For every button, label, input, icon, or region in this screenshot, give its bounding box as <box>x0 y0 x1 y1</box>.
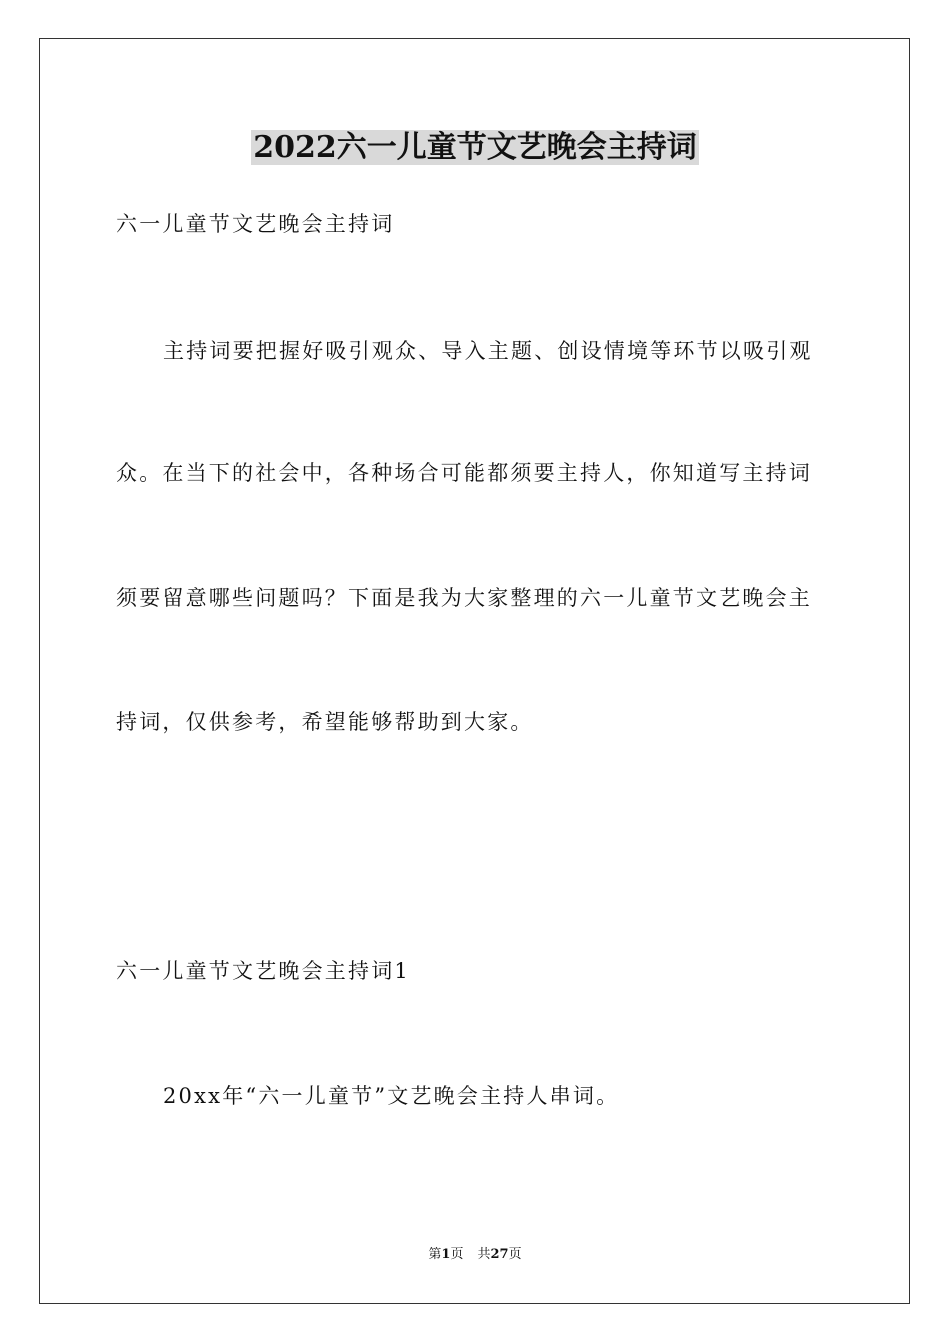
paragraph-line: 须要留意哪些问题吗？下面是我为大家整理的六一儿童节文艺晚会主 <box>116 586 812 610</box>
footer-page-prefix: 第 <box>428 1247 442 1262</box>
footer-page-number: 1 <box>441 1247 451 1262</box>
footer-total-prefix: 共 <box>477 1247 491 1262</box>
paragraph-line: 众。在当下的社会中，各种场合可能都须要主持人，你知道写主持词 <box>116 461 812 485</box>
page-footer <box>0 1245 950 1265</box>
paragraph-line: 20xx年“六一儿童节”文艺晚会主持人串词。 <box>163 1084 620 1108</box>
document-title-text: 2022六一儿童节文艺晚会主持词 <box>253 130 697 165</box>
document-title <box>0 126 950 170</box>
section-heading: 六一儿童节文艺晚会主持词1 <box>116 959 410 983</box>
footer-total-pages: 27 <box>490 1247 509 1262</box>
paragraph-line: 主持词要把握好吸引观众、导入主题、创设情境等环节以吸引观 <box>163 339 813 363</box>
footer-page-suffix: 页 <box>450 1247 464 1262</box>
document-subtitle: 六一儿童节文艺晚会主持词 <box>116 212 395 236</box>
paragraph-line: 持词，仅供参考，希望能够帮助到大家。 <box>116 710 534 734</box>
footer-total-suffix: 页 <box>508 1247 522 1262</box>
